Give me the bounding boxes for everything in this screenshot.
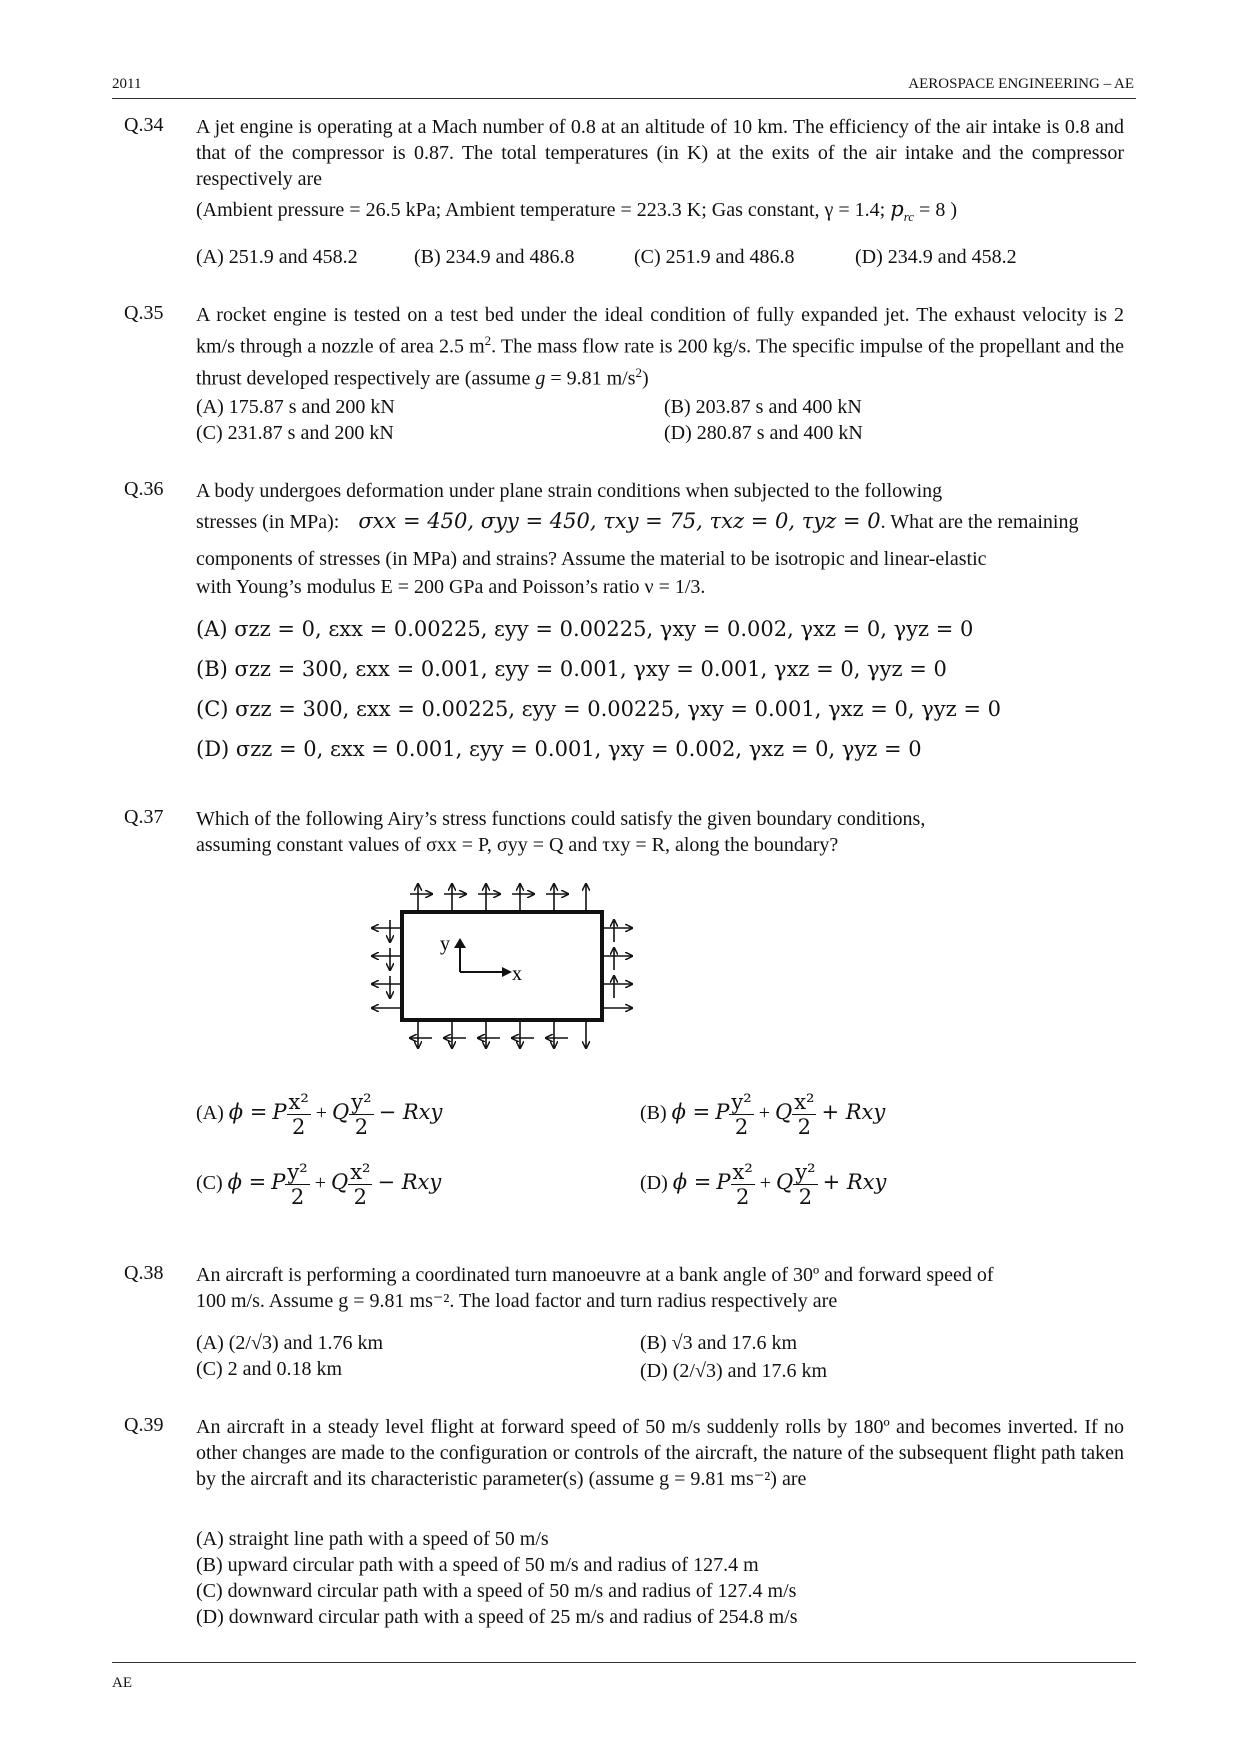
- q37-c-n1: y²: [287, 1160, 308, 1184]
- q37-a-label: (A): [196, 1102, 224, 1125]
- q39-option-b: (B) upward circular path with a speed of 50 m/s and radius of 127.4 m: [196, 1554, 759, 1576]
- plate-rectangle: [402, 912, 602, 1020]
- q37-option-d: (D) ϕ = P $\frac{\text{x²}}{2}$ + Q $\frac{\text{y²}}{2}$ + Rxy: [640, 1160, 887, 1209]
- q38-number: Q.38: [124, 1262, 164, 1284]
- q39-option-d: (D) downward circular path with a speed of 25 m/s and radius of 254.8 m/s: [196, 1606, 798, 1628]
- q36-number: Q.36: [124, 478, 164, 500]
- q38-option-a: (A) (2/√3) and 1.76 km: [196, 1332, 384, 1354]
- q37-b-phi: ϕ =: [671, 1100, 711, 1125]
- q36-option-a: (A) σzz = 0, εxx = 0.00225, εyy = 0.00225, γxy = 0.002, γxz = 0, γyz = 0: [196, 617, 974, 641]
- header-subject: AEROSPACE ENGINEERING – AE: [908, 76, 1134, 92]
- q38-option-c: (C) 2 and 0.18 km: [196, 1358, 343, 1380]
- q34-number: Q.34: [124, 114, 164, 136]
- q37-c-c1: P: [271, 1170, 286, 1195]
- right-arrows: [602, 920, 632, 1008]
- q37-d-c1: P: [716, 1170, 731, 1195]
- q34-option-d: (D) 234.9 and 458.2: [855, 246, 1017, 268]
- q37-c-d2: 2: [353, 1185, 368, 1209]
- q37-d-n1: x²: [732, 1160, 753, 1184]
- bottom-arrows: [410, 1020, 586, 1048]
- q35-sup-g: 2: [635, 364, 643, 380]
- q36-option-c: (C) σzz = 300, εxx = 0.00225, εyy = 0.00225, γxy = 0.001, γxz = 0, γyz = 0: [196, 697, 1001, 721]
- q37-a-phi: ϕ =: [228, 1100, 268, 1125]
- q37-c-d1: 2: [290, 1185, 305, 1209]
- q36-option-d: (D) σzz = 0, εxx = 0.001, εyy = 0.001, γxy = 0.002, γxz = 0, γyz = 0: [196, 737, 922, 761]
- q37-line2: assuming constant values of σxx = P, σyy = Q and τxy = R, along the boundary?: [196, 834, 839, 856]
- q35-option-c: (C) 231.87 s and 200 kN: [196, 422, 394, 444]
- q37-b-n1: y²: [731, 1090, 752, 1114]
- q34-option-c: (C) 251.9 and 486.8: [634, 246, 795, 268]
- q36-option-b: (B) σzz = 300, εxx = 0.001, εyy = 0.001, γxy = 0.001, γxz = 0, γyz = 0: [196, 657, 947, 681]
- q38-option-b: (B) √3 and 17.6 km: [640, 1332, 798, 1354]
- q34-given: [196, 196, 1124, 230]
- top-arrows: [410, 884, 586, 912]
- q35-text-b: . The mass flow rate is 200 kg/s. The specific impulse of the propellant and the thrust developed respectively are (assume: [196, 335, 1125, 390]
- q35-text-d: ): [642, 367, 649, 390]
- q37-d-label: (D): [640, 1172, 668, 1195]
- x-axis-label: x: [512, 963, 522, 985]
- q37-b-c2: Q: [774, 1100, 793, 1125]
- q37-a-tail: − Rxy: [378, 1100, 443, 1125]
- footer-code: AE: [112, 1675, 132, 1691]
- q37-a-c2: Q: [332, 1100, 350, 1125]
- q37-number: Q.37: [124, 806, 164, 828]
- q37-d-phi: ϕ =: [672, 1170, 712, 1195]
- q37-a-d2: 2: [354, 1115, 369, 1139]
- q37-d-tail: + Rxy: [822, 1170, 887, 1195]
- q34-given-suffix: = 8 ): [914, 199, 957, 221]
- q37-b-n2: x²: [794, 1090, 815, 1114]
- q37-a-c1: P: [272, 1100, 287, 1125]
- q34-given-gamma: γ = 1.4;: [824, 199, 891, 221]
- q36-line2-math: σxx = 450, σyy = 450, τxy = 75, τxz = 0, τyz = 0: [358, 509, 881, 533]
- q37-c-n2: x²: [350, 1160, 371, 1184]
- q35-text: [196, 302, 1124, 391]
- q35-text-c: = 9.81 m/s: [545, 367, 636, 390]
- q39-number: Q.39: [124, 1414, 164, 1436]
- q34-given-prc: p: [890, 197, 904, 221]
- page-header: [112, 76, 1134, 96]
- q34-given-prefix: (Ambient pressure = 26.5 kPa; Ambient temperature = 223.3 K; Gas constant,: [196, 199, 825, 221]
- q35-g: g: [535, 367, 546, 390]
- q38-line2: 100 m/s. Assume g = 9.81 ms⁻². The load factor and turn radius respectively are: [196, 1290, 838, 1312]
- q37-b-tail: + Rxy: [821, 1100, 886, 1125]
- q38-option-d: (D) (2/√3) and 17.6 km: [640, 1360, 828, 1382]
- q37-c-phi: ϕ =: [227, 1170, 267, 1195]
- q37-c-tail: − Rxy: [377, 1170, 442, 1195]
- q37-b-label: (B): [640, 1102, 667, 1125]
- q38-line1: An aircraft is performing a coordinated turn manoeuvre at a bank angle of 30º and forward speed of: [196, 1264, 994, 1286]
- q39-option-c: (C) downward circular path with a speed of 50 m/s and radius of 127.4 m/s: [196, 1580, 797, 1602]
- q37-a-d1: 2: [291, 1115, 306, 1139]
- q37-d-c2: Q: [776, 1170, 794, 1195]
- q35-text-a: A rocket engine is tested on a test bed under the ideal condition of fully expanded jet. The exhaust velocity is 2 km/s through a nozzle of area 2.5 m: [196, 304, 1124, 358]
- q37-a-n2: y²: [351, 1090, 372, 1114]
- q36-line2: [196, 508, 1124, 535]
- q35-sup-area: 2: [484, 333, 492, 348]
- header-rule: [112, 98, 1136, 99]
- header-year: 2011: [112, 76, 142, 92]
- left-arrows: [372, 920, 402, 1008]
- q37-option-c: (C) ϕ = P $\frac{\text{y²}}{2}$ + Q $\frac{\text{x²}}{2}$ − Rxy: [196, 1160, 442, 1209]
- footer-rule: [112, 1662, 1136, 1663]
- q36-line2-suffix: . What are the remaining: [880, 511, 1079, 533]
- q34-text: A jet engine is operating at a Mach number of 0.8 at an altitude of 10 km. The efficiency of the air intake is 0.8 and that of the compressor is 0.87. The total temperatures (in K) at the exits of the air intake and the compressor respectively are: [196, 116, 1124, 190]
- q35-option-d: (D) 280.87 s and 400 kN: [664, 422, 863, 444]
- q36-line2-prefix: stresses (in MPa):: [196, 511, 340, 533]
- q35-number: Q.35: [124, 302, 164, 324]
- q37-b-c1: P: [715, 1100, 730, 1125]
- q37-d-n2: y²: [795, 1160, 816, 1184]
- q36-line4: with Young’s modulus E = 200 GPa and Poisson’s ratio ν = 1/3.: [196, 576, 706, 598]
- q37-option-b: (B) ϕ = P $\frac{\text{y²}}{2}$ + Q $\frac{\text{x²}}{2}$ + Rxy: [640, 1090, 886, 1139]
- q36-line1: A body undergoes deformation under plane strain conditions when subjected to the following: [196, 480, 943, 502]
- y-axis-arrowhead: [454, 938, 466, 948]
- q34-option-a: (A) 251.9 and 458.2: [196, 246, 358, 268]
- q35-option-a: (A) 175.87 s and 200 kN: [196, 396, 395, 418]
- y-axis-label: y: [440, 933, 450, 955]
- q39-text: An aircraft in a steady level flight at forward speed of 50 m/s suddenly rolls by 180º and becomes inverted. If no other changes are made to the configuration or controls of the aircraft, the nature of the subsequent flight path taken by the aircraft and its characteristic parameter(s) (assume g = 9.81 ms⁻²) are: [196, 1416, 1124, 1490]
- q37-option-a: (A) ϕ = P $\frac{\text{x²}}{2}$ + Q $\frac{\text{y²}}{2}$ − Rxy: [196, 1090, 443, 1139]
- q37-c-label: (C): [196, 1172, 223, 1195]
- q39-option-a: (A) straight line path with a speed of 50 m/s: [196, 1528, 549, 1550]
- q37-b-d1: 2: [734, 1115, 749, 1139]
- q37-d-d2: 2: [798, 1185, 813, 1209]
- q37-a-n1: x²: [288, 1090, 309, 1114]
- q37-line1: Which of the following Airy’s stress functions could satisfy the given boundary conditions,: [196, 808, 926, 830]
- q35-option-b: (B) 203.87 s and 400 kN: [664, 396, 862, 418]
- q37-c-c2: Q: [330, 1170, 349, 1195]
- q36-line3: components of stresses (in MPa) and strains? Assume the material to be isotropic and linear-elastic: [196, 548, 987, 570]
- q34-option-b: (B) 234.9 and 486.8: [414, 246, 575, 268]
- q37-b-d2: 2: [797, 1115, 812, 1139]
- q37-d-d1: 2: [735, 1185, 750, 1209]
- q34-given-prc-sub: rc: [903, 209, 915, 224]
- stress-diagram: [360, 880, 660, 1080]
- axes: [460, 942, 506, 972]
- x-axis-arrowhead: [502, 967, 512, 977]
